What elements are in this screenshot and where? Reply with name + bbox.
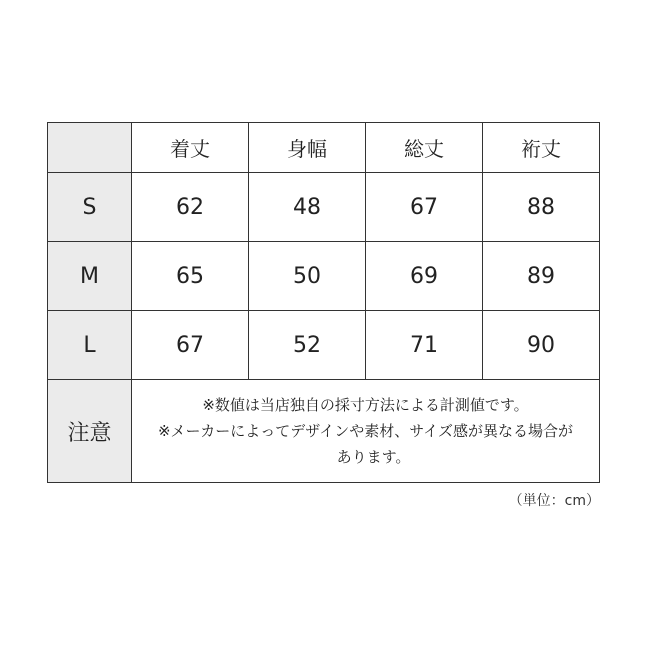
note-row — [48, 380, 600, 483]
table-cell: 88 — [483, 173, 600, 242]
unit-label: （単位：cm） — [508, 493, 600, 509]
note-line: ※数値は当店独自の採寸方法による計測値です。 — [202, 396, 529, 414]
table-cell: 62 — [132, 173, 249, 242]
table-row — [48, 311, 600, 380]
size-label: L — [48, 311, 132, 380]
size-table — [47, 122, 600, 483]
column-header-sleeve-length: 裄丈 — [483, 123, 600, 173]
table-cell: 48 — [249, 173, 366, 242]
column-header-width: 身幅 — [249, 123, 366, 173]
table-cell: 50 — [249, 242, 366, 311]
corner-cell — [48, 123, 132, 173]
table-row — [48, 242, 600, 311]
table-header-row — [48, 123, 600, 173]
note-text — [132, 380, 600, 483]
note-line: あります。 — [336, 448, 411, 466]
table-cell: 65 — [132, 242, 249, 311]
note-label: 注意 — [48, 380, 132, 483]
column-header-total-length: 総丈 — [366, 123, 483, 173]
size-label: S — [48, 173, 132, 242]
table-cell: 71 — [366, 311, 483, 380]
table-cell: 52 — [249, 311, 366, 380]
table-cell: 69 — [366, 242, 483, 311]
table-cell: 89 — [483, 242, 600, 311]
note-line: ※メーカーによってデザインや素材、サイズ感が異なる場合が — [157, 422, 574, 440]
table-cell: 67 — [132, 311, 249, 380]
table-row — [48, 173, 600, 242]
table-cell: 67 — [366, 173, 483, 242]
table-cell: 90 — [483, 311, 600, 380]
size-label: M — [48, 242, 132, 311]
column-header-length: 着丈 — [132, 123, 249, 173]
